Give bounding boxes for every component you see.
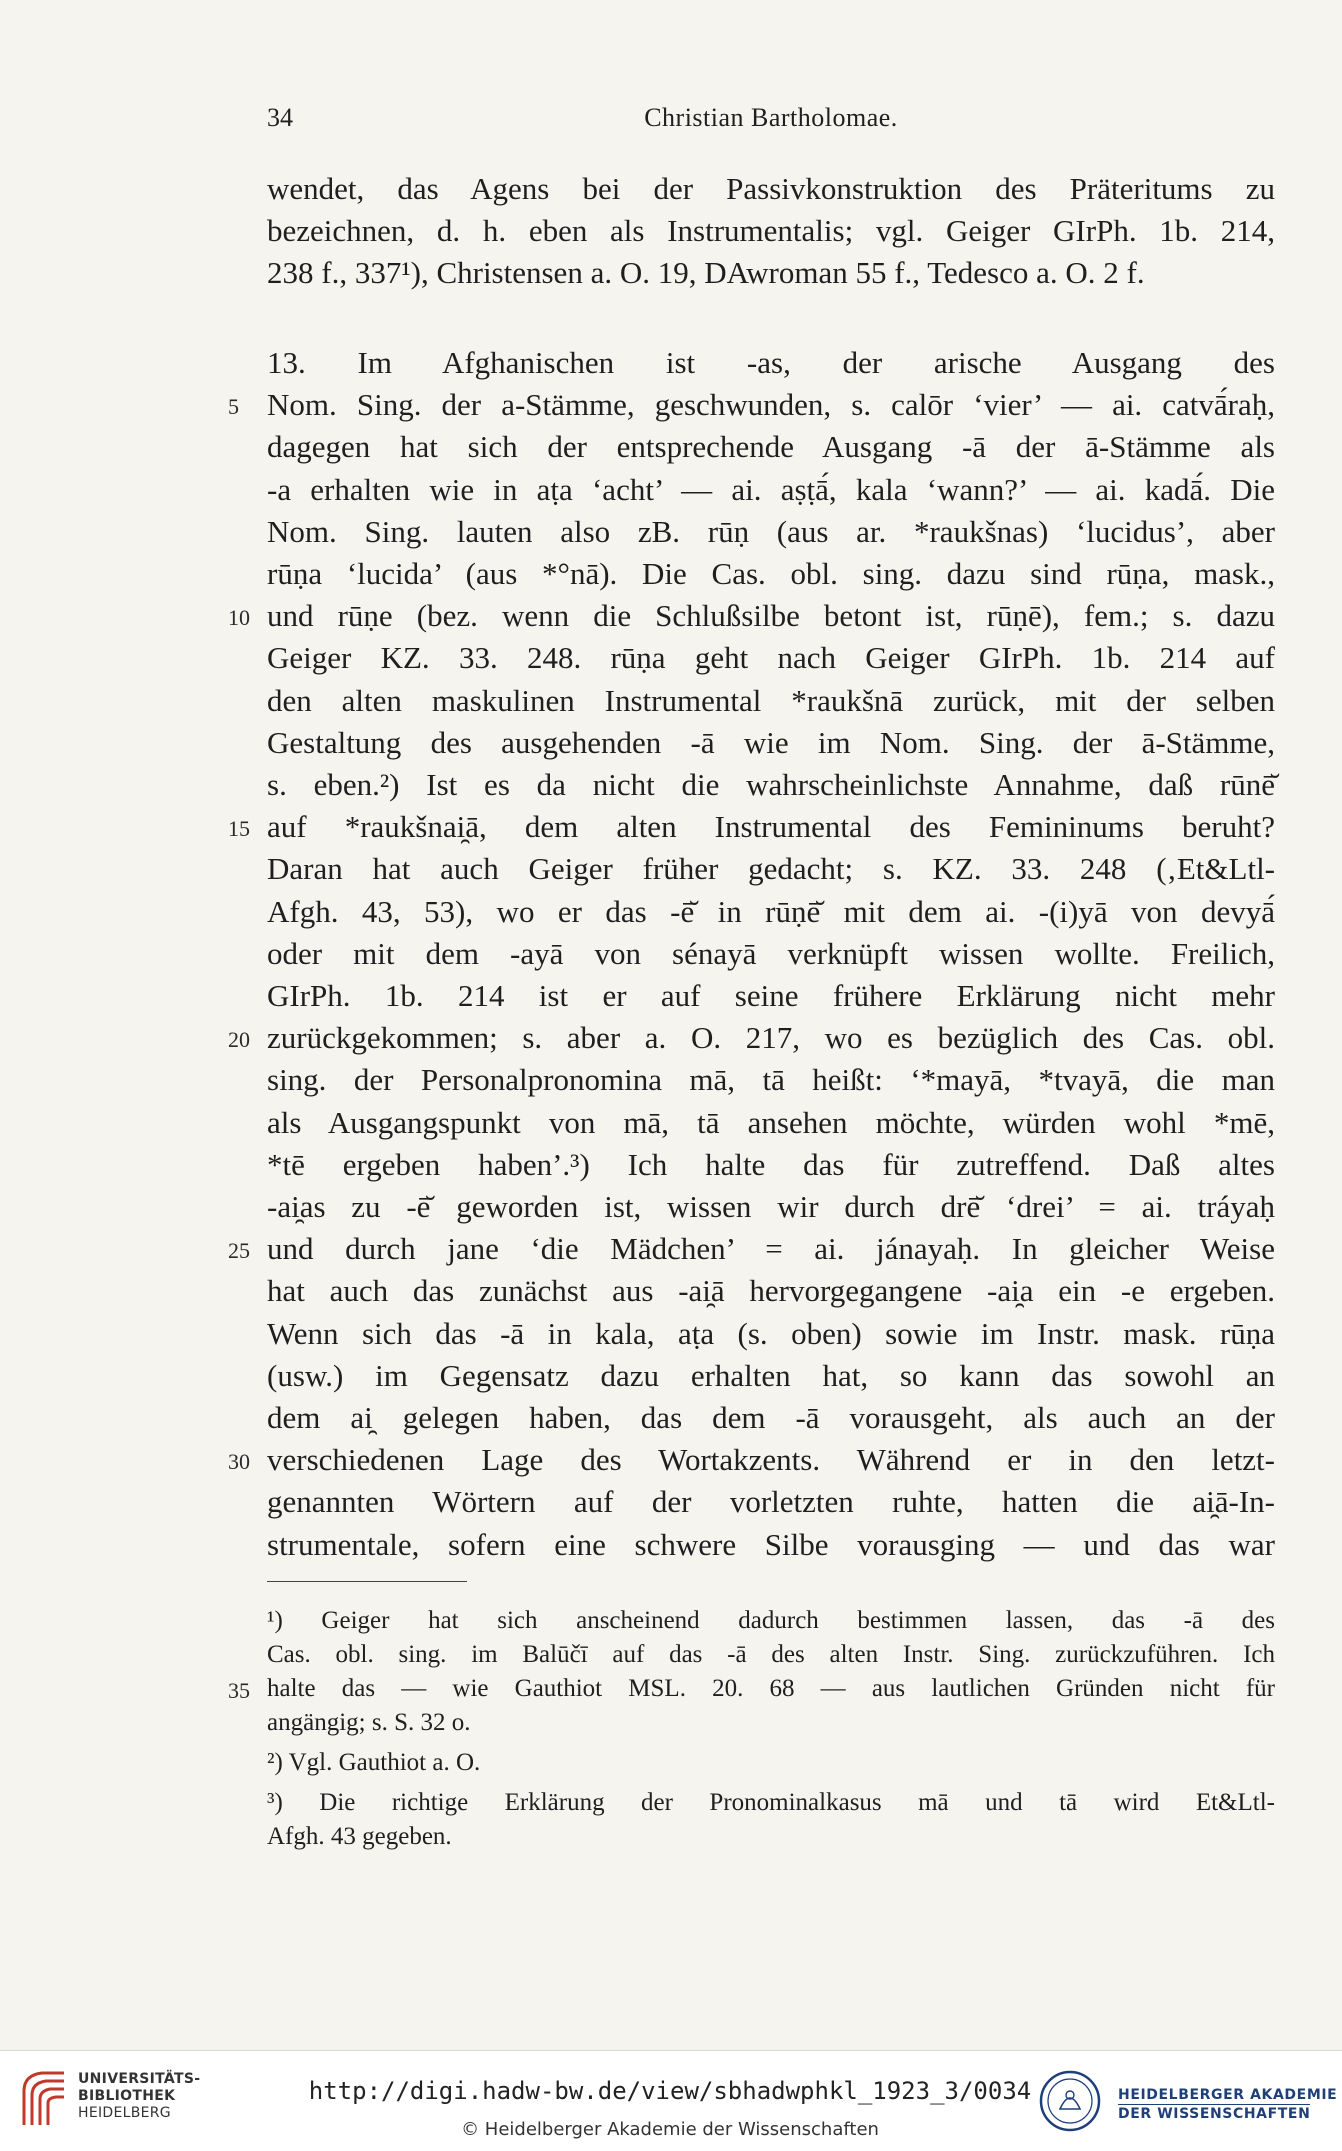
line-number: 5	[228, 394, 239, 420]
text-line: rūṇa ‘lucida’ (aus *°nā). Die Cas. obl. sing. dazu sind rūṇa, mask.,	[267, 556, 1275, 591]
text-line: Daran hat auch Geiger früher gedacht; s. KZ. 33. 248 (‚Et&Ltl-	[267, 851, 1275, 887]
line-number: 25	[228, 1238, 250, 1264]
text-line: *tē ergeben haben’.³) Ich halte das für zutreffend. Daß altes	[267, 1146, 1275, 1182]
line-number: 10	[228, 605, 250, 631]
footnote-line: Afgh. 43 gegeben.	[267, 1823, 452, 1850]
line-number: 20	[228, 1027, 250, 1053]
footnote-line: angängig; s. S. 32 o.	[267, 1709, 471, 1736]
text-line: Geiger KZ. 33. 248. rūṇa geht nach Geiger GIrPh. 1b. 214 auf	[267, 640, 1275, 676]
line-number: 30	[228, 1449, 250, 1475]
page-number: 34	[267, 103, 293, 132]
text-line: Gestaltung des ausgehenden -ā wie im Nom. Sing. der ā-Stämme,	[267, 724, 1275, 760]
text-line: 13. Im Afghanischen ist -as, der arische Ausgang des	[267, 345, 1275, 380]
text-line: als Ausgangspunkt von mā, tā ansehen möchte, würden wohl *mē,	[267, 1104, 1275, 1140]
footnote-line: ³) Die richtige Erklärung der Pronominalkasus mā und tā wird Et&Ltl-	[267, 1789, 1275, 1816]
academy-name: HEIDELBERGER AKADEMIE DER WISSENSCHAFTEN	[1118, 2087, 1338, 2122]
footnote-line: ¹) Geiger hat sich anscheinend dadurch bestimmen lassen, das -ā des	[267, 1607, 1275, 1634]
university-library-logo-icon	[14, 2067, 74, 2131]
text-line: hat auch das zunächst aus -ai̯ā hervorgegangene -ai̯a ein -e ergeben.	[267, 1273, 1275, 1309]
footnote-rule	[267, 1581, 467, 1582]
academy-seal-icon	[1038, 2069, 1102, 2133]
text-line: und rūṇe (bez. wenn die Schlußsilbe betont ist, rūṇē), fem.; s. dazu	[267, 598, 1275, 634]
text-line: Nom. Sing. lauten also zB. rūṇ (aus ar. *raukšnas) ‘lucidus’, aber	[267, 513, 1275, 549]
text-line: sing. der Personalpronomina mā, tā heißt: ‘*mayā, *tvayā, die man	[267, 1062, 1275, 1098]
text-line: genannten Wörtern auf der vorletzten ruhte, hatten die ai̯ā-In-	[267, 1484, 1275, 1520]
text-line: und durch jane ‘die Mädchen’ = ai. jánayaḥ. In gleicher Weise	[267, 1231, 1275, 1267]
text-line: Afgh. 43, 53), wo er das -ē̆ in rūṇē̆ mit dem ai. -(i)yā von devyā́	[267, 893, 1275, 929]
text-line: den alten maskulinen Instrumental *raukšnā zurück, mit der selben	[267, 682, 1275, 718]
text-line: -ai̯as zu -ē̆ geworden ist, wissen wir durch drē̆ ‘drei’ = ai. tráyaḥ	[267, 1189, 1275, 1224]
page-header	[267, 103, 1275, 143]
text-line: s. eben.²) Ist es da nicht die wahrscheinlichste Annahme, daß rūnē̆	[267, 767, 1275, 802]
text-line: (usw.) im Gegensatz dazu erhalten hat, so kann das sowohl an	[267, 1357, 1275, 1393]
text-line: wendet, das Agens bei der Passivkonstruktion des Präteritums zu	[267, 171, 1275, 206]
text-line: bezeichnen, d. h. eben als Instrumentalis; vgl. Geiger GIrPh. 1b. 214,	[267, 213, 1275, 248]
text-line: auf *raukšnai̯ā, dem alten Instrumental des Femininums beruht?	[267, 809, 1275, 845]
line-number: 15	[228, 816, 250, 842]
footnote-line: halte das — wie Gauthiot MSL. 20. 68 — aus lautlichen Gründen nicht für	[267, 1675, 1275, 1702]
text-line: Nom. Sing. der a-Stämme, geschwunden, s. calōr ‘vier’ — ai. catvā́raḥ,	[267, 387, 1275, 423]
text-line: oder mit dem -ayā von sénayā verknüpft wissen wollte. Freilich,	[267, 935, 1275, 971]
page-url-link[interactable]: http://digi.hadw-bw.de/view/sbhadwphkl_1923_3/0034	[308, 2077, 1032, 2105]
footnote-line: Cas. obl. sing. im Balūčī auf das -ā des alten Instr. Sing. zurückzuführen. Ich	[267, 1641, 1275, 1668]
university-library-name: UNIVERSITÄTS- BIBLIOTHEK HEIDELBERG	[78, 2071, 201, 2121]
footnote-line: ²) Vgl. Gauthiot a. O.	[267, 1749, 481, 1776]
text-line: -a erhalten wie in aṭa ‘acht’ — ai. aṣṭā́, kala ‘wann?’ — ai. kadā́. Die	[267, 471, 1275, 507]
text-line: strumentale, sofern eine schwere Silbe vorausging — und das war	[267, 1526, 1275, 1562]
text-line: dagegen hat sich der entsprechende Ausgang -ā der ā-Stämme als	[267, 429, 1275, 465]
viewer-footer	[0, 2050, 1342, 2151]
text-line: Wenn sich das -ā in kala, aṭa (s. oben) sowie im Instr. mask. rūṇa	[267, 1315, 1275, 1351]
text-line: 238 f., 337¹), Christensen a. O. 19, DAwroman 55 f., Tedesco a. O. 2 f.	[267, 255, 1145, 290]
running-title: Christian Bartholomae.	[644, 103, 898, 132]
line-number: 35	[228, 1678, 250, 1703]
text-line: zurückgekommen; s. aber a. O. 217, wo es bezüglich des Cas. obl.	[267, 1020, 1275, 1056]
text-line: verschiedenen Lage des Wortakzents. Während er in den letzt-	[267, 1442, 1275, 1478]
text-line: GIrPh. 1b. 214 ist er auf seine frühere Erklärung nicht mehr	[267, 978, 1275, 1013]
text-line: dem ai̯ gelegen haben, das dem -ā vorausgeht, als auch an der	[267, 1400, 1275, 1435]
copyright-notice: © Heidelberger Akademie der Wissenschaften	[461, 2119, 879, 2140]
